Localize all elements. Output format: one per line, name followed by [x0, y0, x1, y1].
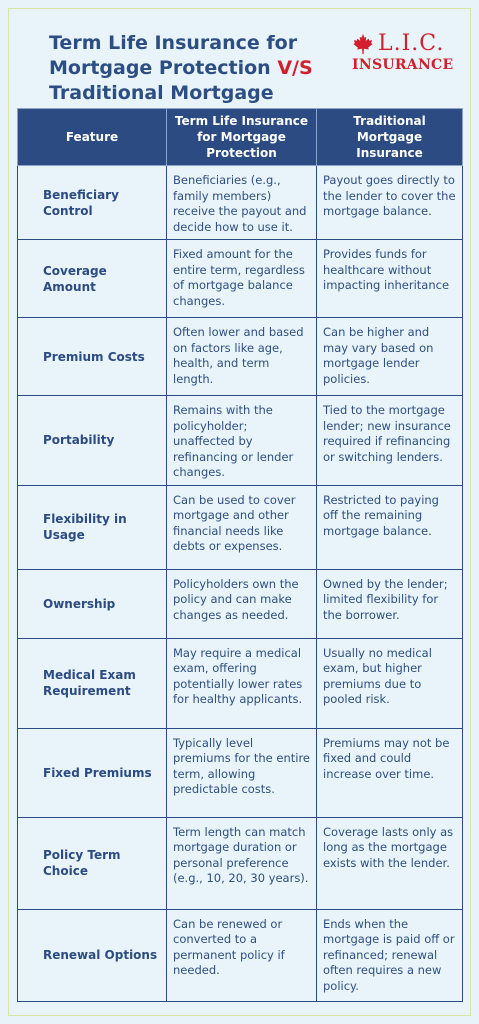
term-life-cell: Can be renewed or converted to a permanent policy if needed.	[167, 909, 317, 1001]
title-line-2-text: Mortgage Protection	[49, 57, 278, 79]
term-life-cell: Fixed amount for the entire term, regardless of mortgage balance changes.	[167, 240, 317, 318]
table-row	[18, 396, 463, 486]
table-row	[18, 485, 463, 569]
term-life-cell: Remains with the policyholder; unaffected by refinancing or lender changes.	[167, 396, 317, 486]
table-row	[18, 728, 463, 817]
traditional-cell: Can be higher and may vary based on mortgage lender policies.	[317, 318, 463, 396]
title-line-2	[49, 56, 339, 81]
table-row	[18, 240, 463, 318]
table-row	[18, 318, 463, 396]
table-row	[18, 638, 463, 728]
table-header-row	[18, 109, 463, 166]
lic-logo	[352, 32, 462, 74]
traditional-cell: Coverage lasts only as long as the mortgage exists with the lender.	[317, 817, 463, 909]
traditional-cell: Restricted to paying off the remaining mortgage balance.	[317, 485, 463, 569]
logo-top-row	[352, 32, 462, 56]
traditional-cell: Owned by the lender; limited flexibility for the borrower.	[317, 569, 463, 638]
title-vs: V/S	[277, 57, 313, 79]
feature-cell: Portability	[18, 396, 167, 486]
header-feature: Feature	[18, 109, 167, 166]
table-row	[18, 909, 463, 1001]
traditional-cell: Payout goes directly to the lender to cover the mortgage balance.	[317, 166, 463, 240]
maple-leaf-icon	[352, 33, 374, 55]
logo-name: L.I.C.	[378, 31, 445, 56]
feature-cell: Medical Exam Requirement	[18, 638, 167, 728]
term-life-cell: Term length can match mortgage duration or personal preference (e.g., 10, 20, 30 years).	[167, 817, 317, 909]
traditional-cell: Tied to the mortgage lender; new insurance required if refinancing or switching lenders.	[317, 396, 463, 486]
comparison-table	[17, 108, 463, 1002]
header-traditional: Traditional Mortgage Insurance	[317, 109, 463, 166]
title-line-3: Traditional Mortgage	[49, 82, 274, 104]
term-life-cell: Beneficiaries (e.g., family members) receive the payout and decide how to use it.	[167, 166, 317, 240]
traditional-cell: Premiums may not be fixed and could increase over time.	[317, 728, 463, 817]
feature-cell: Policy Term Choice	[18, 817, 167, 909]
feature-cell: Flexibility in Usage	[18, 485, 167, 569]
feature-cell: Ownership	[18, 569, 167, 638]
feature-cell: Coverage Amount	[18, 240, 167, 318]
feature-cell: Beneficiary Control	[18, 166, 167, 240]
feature-cell: Renewal Options	[18, 909, 167, 1001]
header-term-life: Term Life Insurance for Mortgage Protection	[167, 109, 317, 166]
term-life-cell: Often lower and based on factors like age, health, and term length.	[167, 318, 317, 396]
table-row	[18, 166, 463, 240]
term-life-cell: Can be used to cover mortgage and other financial needs like debts or expenses.	[167, 485, 317, 569]
term-life-cell: Policyholders own the policy and can make changes as needed.	[167, 569, 317, 638]
title-line-1: Term Life Insurance for	[49, 32, 298, 54]
feature-cell: Fixed Premiums	[18, 728, 167, 817]
table-row	[18, 817, 463, 909]
traditional-cell: Ends when the mortgage is paid off or refinanced; renewal often requires a new policy.	[317, 909, 463, 1001]
traditional-cell: Provides funds for healthcare without impacting inheritance	[317, 240, 463, 318]
term-life-cell: Typically level premiums for the entire term, allowing predictable costs.	[167, 728, 317, 817]
feature-cell: Premium Costs	[18, 318, 167, 396]
traditional-cell: Usually no medical exam, but higher premiums due to pooled risk.	[317, 638, 463, 728]
table-row	[18, 569, 463, 638]
logo-subtitle: INSURANCE	[352, 57, 454, 73]
term-life-cell: May require a medical exam, offering potentially lower rates for healthy applicants.	[167, 638, 317, 728]
